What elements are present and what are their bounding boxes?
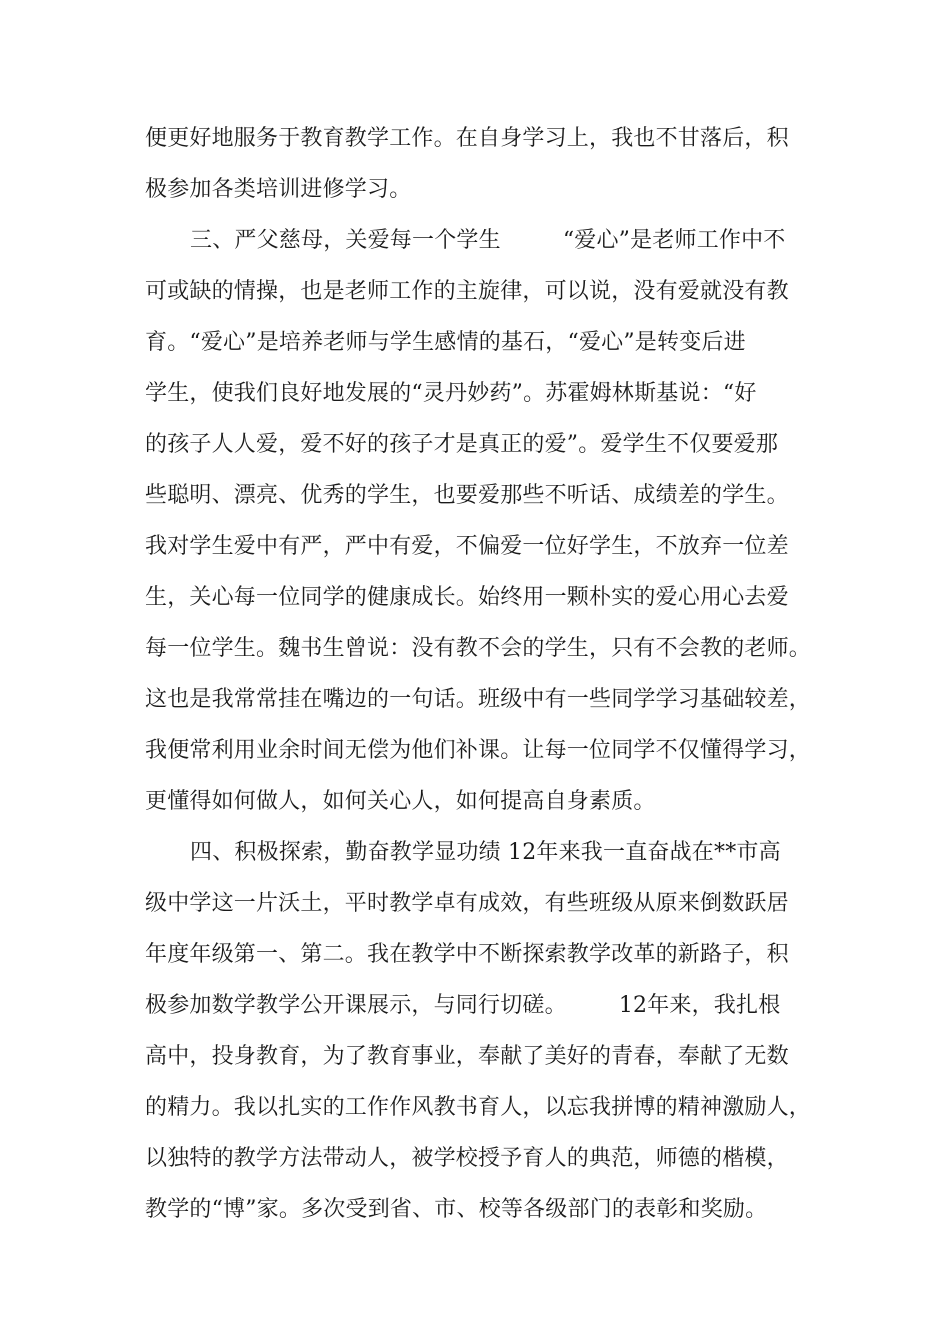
paragraph-line: 这也是我常常挂在嘴边的一句话。班级中有一些同学学习基础较差， <box>145 687 812 712</box>
paragraph-line <box>145 988 780 1024</box>
paragraph-line: 学生，使我们良好地发展的“灵丹妙药”。苏霍姆林斯基说：“好 <box>145 381 757 406</box>
paragraph-line: 更懂得如何做人，如何关心人，如何提高自身素质。 <box>145 789 656 814</box>
paragraph-line: 育。“爱心”是培养老师与学生感情的基石，“爱心”是转变后进 <box>145 330 746 355</box>
paragraph-line: 教学的“博”家。多次受到省、市、校等各级部门的表彰和奖励。 <box>145 1197 768 1222</box>
paragraph-text: 极参加数学教学公开课展示，与同行切磋。 <box>145 993 567 1018</box>
paragraph-line: 级中学这一片沃土，平时教学卓有成效，有些班级从原来倒数跃居 <box>145 891 789 916</box>
paragraph-line: 每一位学生。魏书生曾说：没有教不会的学生，只有不会教的老师。 <box>145 636 812 661</box>
paragraph-line: 生，关心每一位同学的健康成长。始终用一颗朴实的爱心用心去爱 <box>145 585 789 610</box>
paragraph-line: 我便常利用业余时间无偿为他们补课。让每一位同学不仅懂得学习， <box>145 738 812 763</box>
paragraph-line: 便更好地服务于教育教学工作。在自身学习上，我也不甘落后，积 <box>145 126 789 151</box>
paragraph-line: 以独特的教学方法带动人，被学校授予育人的典范，师德的楷模， <box>145 1146 789 1171</box>
paragraph-text: “爱心”是老师工作中不 <box>562 228 786 253</box>
paragraph-line: 年度年级第一、第二。我在教学中不断探索教学改革的新路子，积 <box>145 942 789 967</box>
section-heading-line <box>190 223 786 259</box>
section-heading: 三、严父慈母，关爱每一个学生 <box>190 228 501 253</box>
paragraph-line: 的孩子人人爱，爱不好的孩子才是真正的爱”。爱学生不仅要爱那 <box>145 432 779 457</box>
paragraph-line: 些聪明、漂亮、优秀的学生，也要爱那些不听话、成绩差的学生。 <box>145 483 789 508</box>
paragraph-line: 高中，投身教育，为了教育事业，奉献了美好的青春，奉献了无数 <box>145 1044 789 1069</box>
paragraph-line: 的精力。我以扎实的工作作风教书育人，以忘我拼博的精神激励人， <box>145 1095 812 1120</box>
section-heading-line: 四、积极探索，勤奋教学显功绩 12年来我一直奋战在**市高 <box>190 840 781 865</box>
paragraph-text: 12年来，我扎根 <box>618 993 781 1018</box>
paragraph-line: 可或缺的情操，也是老师工作的主旋律，可以说，没有爱就没有教 <box>145 279 789 304</box>
paragraph-line: 极参加各类培训进修学习。 <box>145 177 412 202</box>
paragraph-line: 我对学生爱中有严，严中有爱，不偏爱一位好学生，不放弃一位差 <box>145 534 789 559</box>
